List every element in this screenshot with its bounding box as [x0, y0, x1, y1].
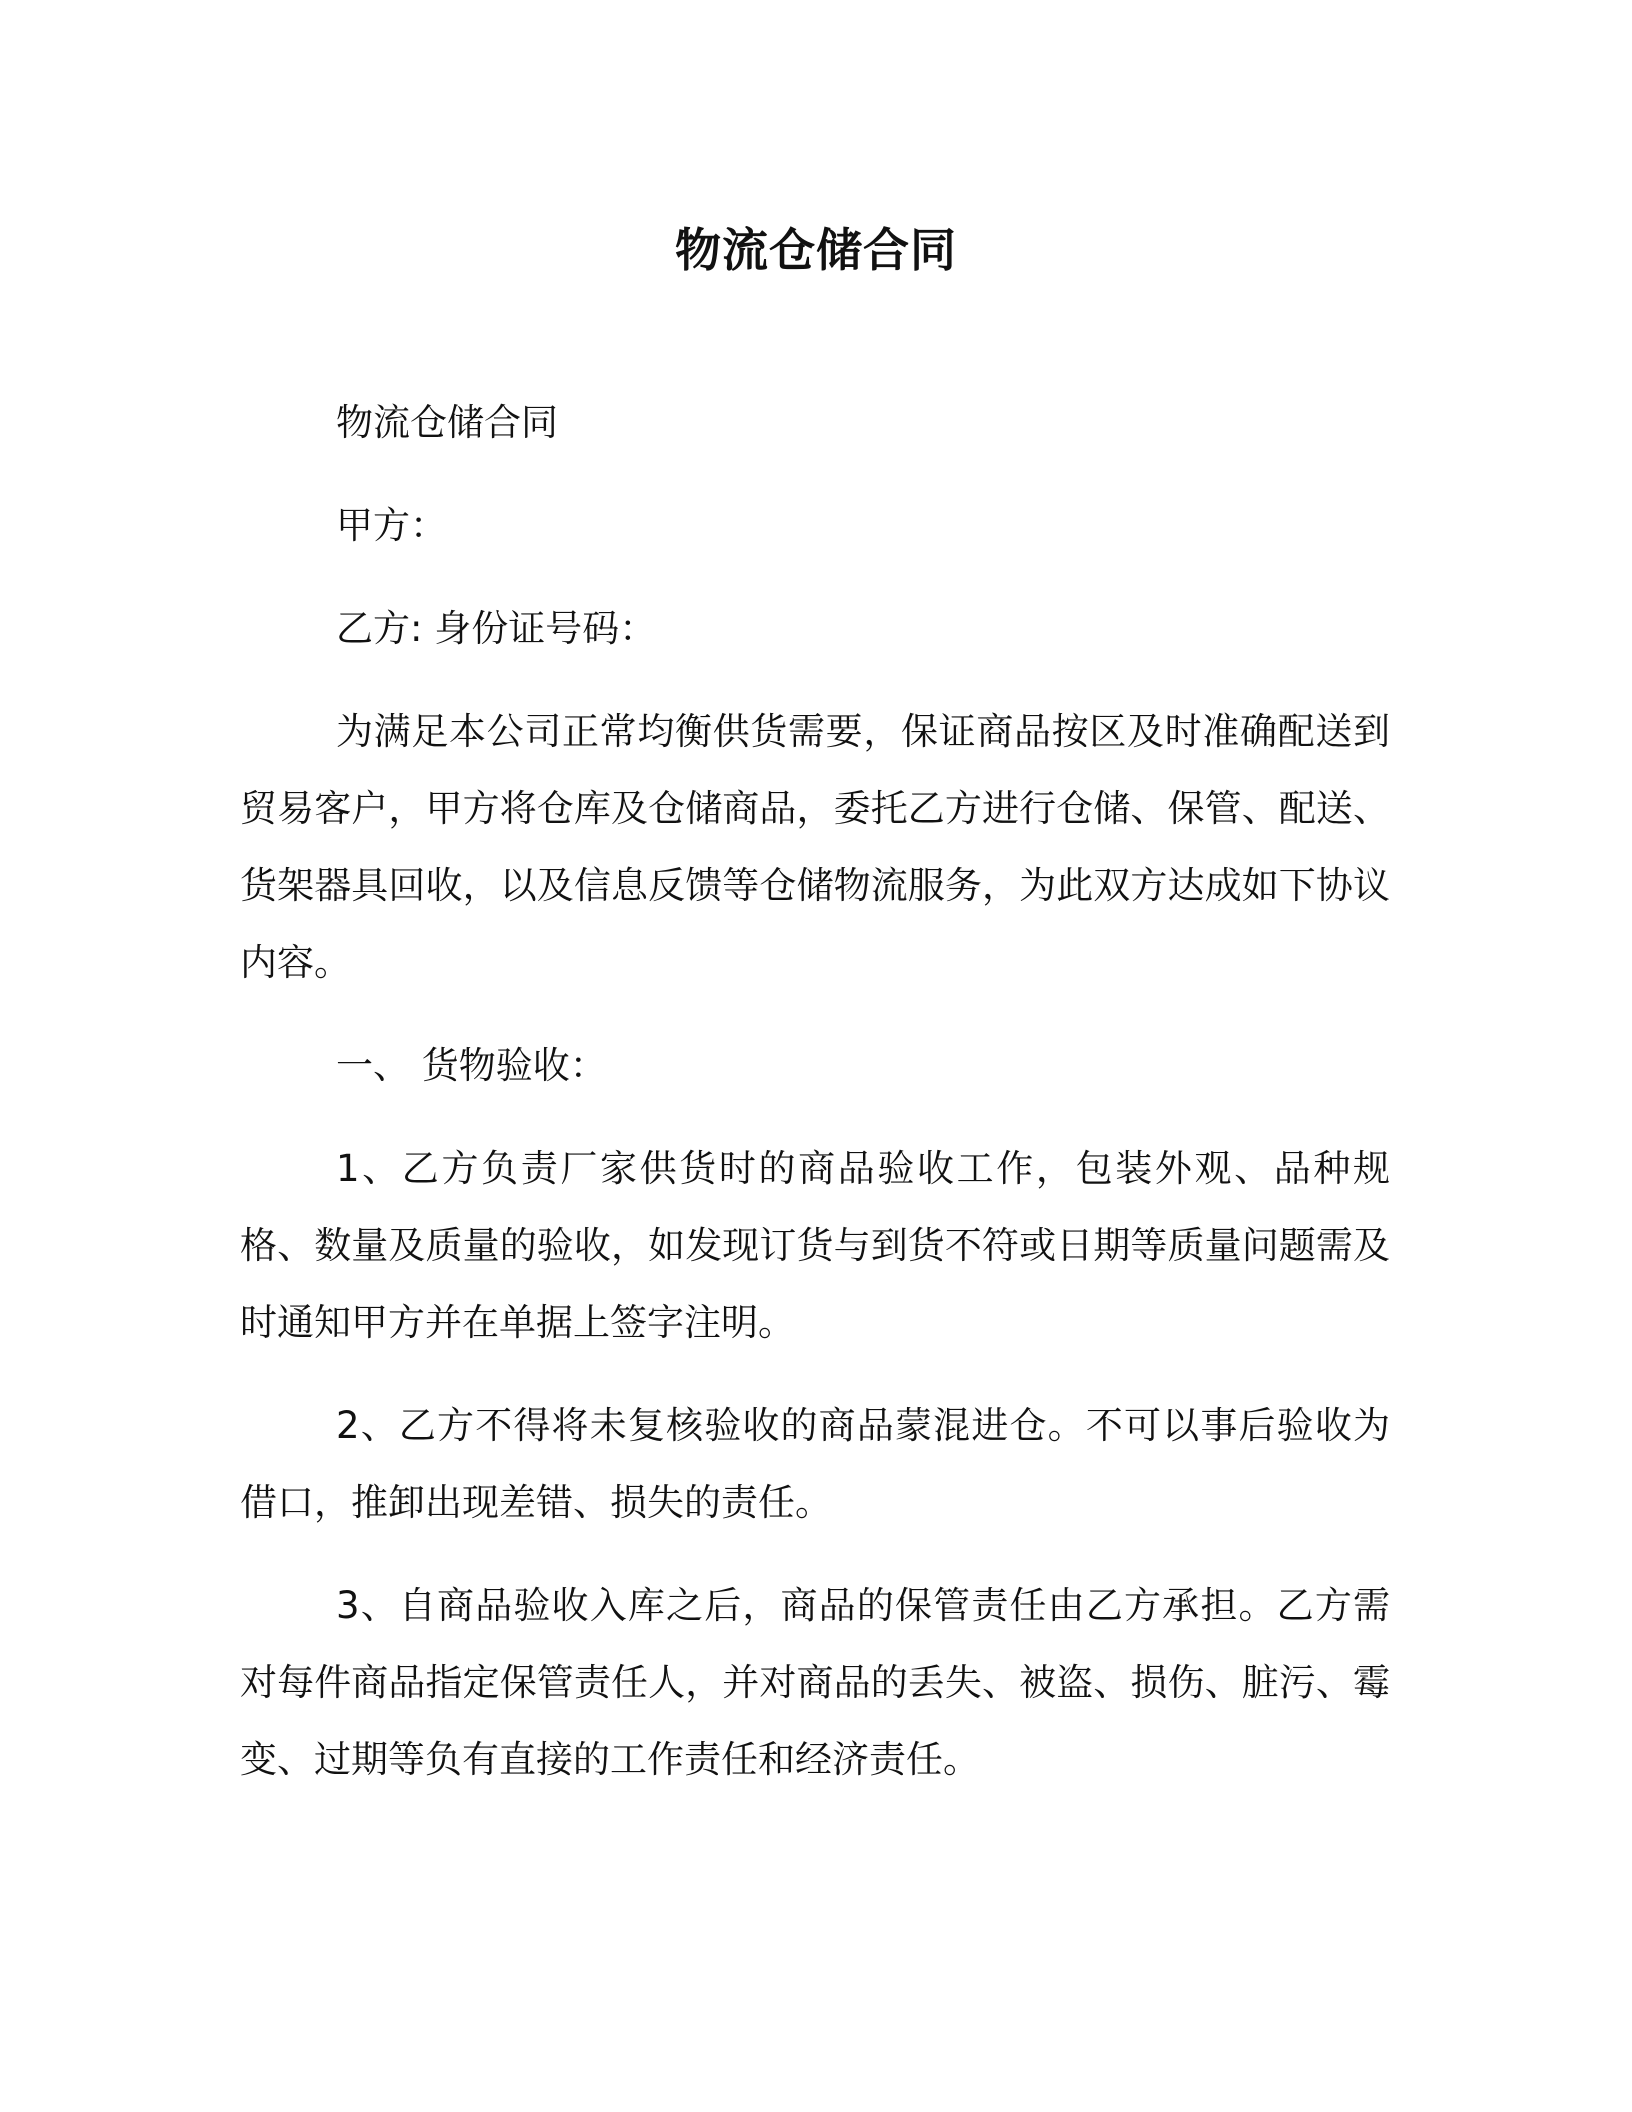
party-a-line: 甲方：	[336, 504, 447, 547]
clause-2: 2、乙方不得将未复核验收的商品蒙混进仓。不可以事后验收为借口，推卸出现差错、损失的责任。	[240, 1404, 1390, 1524]
section-heading-goods-acceptance: 一、 货物验收：	[336, 1044, 607, 1087]
preamble-paragraph: 为满足本公司正常均衡供货需要，保证商品按区及时准确配送到贸易客户，甲方将仓库及仓储商品，委托乙方进行仓储、保管、配送、货架器具回收，以及信息反馈等仓储物流服务，为此双方达成如下协议内容。	[240, 710, 1390, 984]
document-body	[240, 384, 1390, 1824]
contract-heading: 物流仓储合同	[336, 401, 558, 444]
party-b-line: 乙方: 身份证号码：	[336, 607, 657, 650]
clause-3: 3、自商品验收入库之后，商品的保管责任由乙方承担。乙方需对每件商品指定保管责任人，并对商品的丢失、被盗、损伤、脏污、霉变、过期等负有直接的工作责任和经济责任。	[240, 1584, 1390, 1781]
clause-1: 1、乙方负责厂家供货时的商品验收工作，包装外观、品种规格、数量及质量的验收，如发现订货与到货不符或日期等质量问题需及时通知甲方并在单据上签字注明。	[240, 1147, 1390, 1344]
document-title: 物流仓储合同	[675, 223, 957, 277]
